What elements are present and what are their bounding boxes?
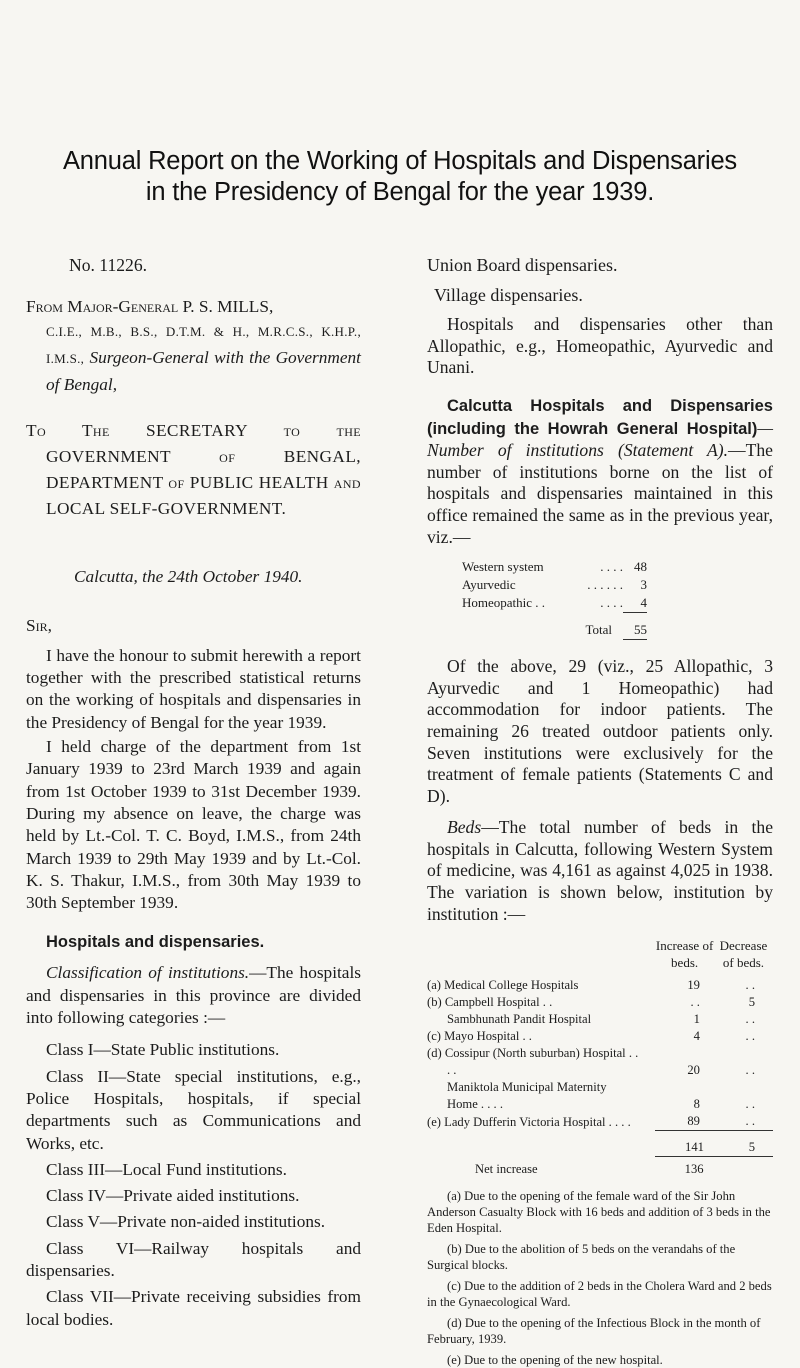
table-row: [427, 1045, 773, 1079]
system-count: 48: [634, 559, 647, 575]
letter-number: No. 11226.: [69, 255, 148, 275]
table-row: [427, 1079, 773, 1113]
increase-value: 89: [687, 1114, 700, 1129]
systems-table: [462, 558, 647, 640]
system-dots: . . . . . .: [587, 577, 623, 593]
classification-text: —The hospitals and dispensaries in this province are divided into following categories :—: [26, 963, 361, 1028]
footnote: [427, 1352, 773, 1368]
institution: (a) Medical College Hospitals: [427, 978, 579, 993]
footnote-key: (e): [447, 1353, 461, 1368]
decrease-value: . .: [745, 1029, 755, 1044]
footnote-text: Due to the opening of the female ward of the Sir John Anderson Casualty Block with 16 beds and addition of 3 beds in the Eden Hospital.: [427, 1189, 771, 1236]
footnote-key: (a): [447, 1189, 461, 1204]
report-title-line-2: in the Presidency of Bengal for the year 1939.: [145, 178, 655, 206]
calcutta-subheading: —Number of institutions (Statement A).: [427, 417, 773, 461]
increase-value: 8: [693, 1097, 700, 1112]
paragraph-accommodation: Of the above, 29 (viz., 25 Allopathic, 3 Ayurvedic and 1 Homeopathic) had accommodation for indoor patients. The remaining 26 treated outdoor patients only. Seven institutions were exclusively for the treatment of female patients (Statements C and D).: [427, 656, 773, 806]
beds-paragraph: [427, 817, 773, 925]
increase-value: 20: [687, 1063, 700, 1078]
from-qualifications: C.I.E., M.B., B.S., D.T.M. & H., M.R.C.S., K.H.P., I.M.S.,: [46, 324, 361, 367]
table-row: [427, 994, 773, 1011]
footnote: [427, 1241, 773, 1273]
net-row: [427, 1157, 773, 1179]
item-union-board: Union Board dispensaries.: [427, 255, 618, 275]
decrease-value: . .: [745, 1114, 755, 1129]
beds-text: —The total number of beds in the hospitals in Calcutta, following Western System of medicine, was 4,161 as against 4,025 in 1938. The variation is shown below, institution by institution :—: [427, 817, 773, 924]
table-row: [462, 576, 647, 594]
footnote-text: Due to the opening of the new hospital.: [464, 1353, 663, 1368]
from-prefix: From Major-General P. S. MILLS,: [26, 297, 274, 316]
total-label: Total: [585, 622, 613, 638]
paragraph-submission: I have the honour to submit herewith a report together with the prescribed statistical returns on the working of hospitals and dispensaries in the Presidency of Bengal for the year 1939.: [26, 645, 361, 732]
decrease-value: . .: [745, 1097, 755, 1112]
institution: (b) Campbell Hospital . .: [427, 995, 553, 1010]
class-item: Class VII—Private receiving subsidies from local bodies.: [26, 1287, 361, 1329]
col-increase: Increase of beds.: [655, 938, 714, 971]
section-heading: Hospitals and dispensaries.: [46, 933, 265, 952]
paragraph-charge: I held charge of the department from 1st January 1939 to 23rd March 1939 and again from 1st October 1939 to 31st December 1939. During my absence on leave, the charge was held by Lt.-Col. T. C. Boyd, I.M.S., from 24th March 1939 to 29th May 1939 and by Lt.-Col. K. S. Thakur, I.M.S., from 30th May 1939 to 30th September 1939.: [26, 737, 361, 913]
table-row: [462, 558, 647, 576]
system-dots: . . . .: [600, 595, 623, 611]
system-count: 4: [623, 594, 647, 613]
institution: (d) Cossipur (North suburban) Hospital . . . .: [427, 1046, 639, 1078]
table-row: [427, 977, 773, 994]
class-list: [26, 1039, 361, 1331]
footnote: [427, 1278, 773, 1310]
increase-value: 1: [693, 1012, 700, 1027]
footnote-text: Due to the addition of 2 beds in the Cholera Ward and 2 beds in the Gynaecological Ward.: [427, 1279, 772, 1310]
footnote-text: Due to the abolition of 5 beds on the verandahs of the Surgical blocks.: [427, 1242, 736, 1273]
institution: (e) Lady Dufferin Victoria Hospital . . . .: [427, 1114, 631, 1129]
table-row: [427, 1011, 773, 1028]
right-column: [427, 250, 773, 1368]
decrease-value: . .: [745, 1012, 755, 1027]
letter-from: [26, 296, 361, 318]
table-row: [427, 1028, 773, 1045]
institution: Maniktola Municipal Maternity Home . . . .: [447, 1080, 607, 1112]
decrease-value: 5: [748, 995, 755, 1010]
institution: Sambhunath Pandit Hospital: [447, 1012, 592, 1027]
beds-sum-row: [427, 1131, 773, 1157]
increase-value: 19: [687, 978, 700, 993]
decrease-value: . .: [745, 1063, 755, 1078]
footnote: [427, 1315, 773, 1347]
system-count: 3: [640, 577, 647, 593]
class-item: Class V—Private non-aided institutions.: [46, 1212, 326, 1232]
footnote-key: (c): [447, 1279, 461, 1294]
class-item: Class II—State special institutions, e.g., Police Hospitals, hospitals, if special departments such as Communications and Works, etc.: [26, 1066, 361, 1153]
decrease-value: . .: [745, 978, 755, 993]
system-name: Western system: [462, 559, 544, 575]
footnote-text: Due to the opening of the Infectious Block in the month of February, 1939.: [427, 1316, 761, 1347]
col-decrease: Decrease of beds.: [719, 938, 768, 971]
table-row: [427, 1113, 773, 1131]
institution: (c) Mayo Hospital . .: [427, 1029, 532, 1044]
footnotes: [427, 1188, 773, 1368]
item-other-systems: Hospitals and dispensaries other than Allopathic, e.g., Homeopathic, Ayurvedic and Unani.: [427, 314, 773, 378]
calcutta-paragraph: [427, 395, 773, 548]
beds-header-row: [427, 937, 773, 977]
increase-value: 4: [693, 1029, 700, 1044]
class-item: Class I—State Public institutions.: [46, 1040, 280, 1060]
table-total-row: [462, 613, 647, 640]
classification-heading: Classification of institutions.: [46, 963, 250, 983]
increase-value: . .: [690, 995, 700, 1010]
footnote: [427, 1188, 773, 1236]
beds-table: [427, 937, 773, 1178]
class-item: Class III—Local Fund institutions.: [46, 1159, 287, 1179]
sum-decrease: 5: [714, 1131, 773, 1157]
report-title-line-1: Annual Report on the Working of Hospitals and Dispensaries: [63, 147, 737, 175]
calcutta-text: —The number of institutions borne on the list of hospitals and dispensaries maintained in this office remained the same as in the previous year, viz.—: [427, 440, 773, 547]
footnote-key: (d): [447, 1316, 462, 1331]
system-name: Homeopathic . .: [462, 595, 546, 611]
beds-heading: Beds: [447, 817, 482, 838]
net-value: 136: [655, 1157, 773, 1179]
classification-paragraph: [26, 962, 361, 1029]
footnote-key: (b): [447, 1242, 462, 1257]
item-village: Village dispensaries.: [434, 284, 583, 305]
calcutta-heading: Calcutta Hospitals and Dispensaries (including the Howrah General Hospital): [427, 396, 773, 438]
net-label: Net increase: [475, 1162, 538, 1177]
letter-to: To The SECRETARY to the GOVERNMENT of BENGAL, DEPARTMENT of PUBLIC HEALTH and LOCAL SELF-GOVERNMENT.: [26, 421, 361, 519]
from-role: Surgeon-General with the Government of Bengal,: [46, 348, 361, 395]
left-column: [26, 250, 361, 1331]
total-count: 55: [623, 613, 647, 640]
salutation: Sir,: [26, 615, 52, 635]
sum-increase: 141: [655, 1131, 714, 1157]
class-item: Class VI—Railway hospitals and dispensaries.: [26, 1238, 361, 1281]
dateline: Calcutta, the 24th October 1940.: [74, 567, 303, 587]
system-name: Ayurvedic: [462, 577, 516, 593]
table-row: [462, 594, 647, 613]
system-dots: . . . .: [600, 559, 623, 575]
class-item: Class IV—Private aided institutions.: [46, 1186, 300, 1206]
from-details: [46, 318, 361, 398]
